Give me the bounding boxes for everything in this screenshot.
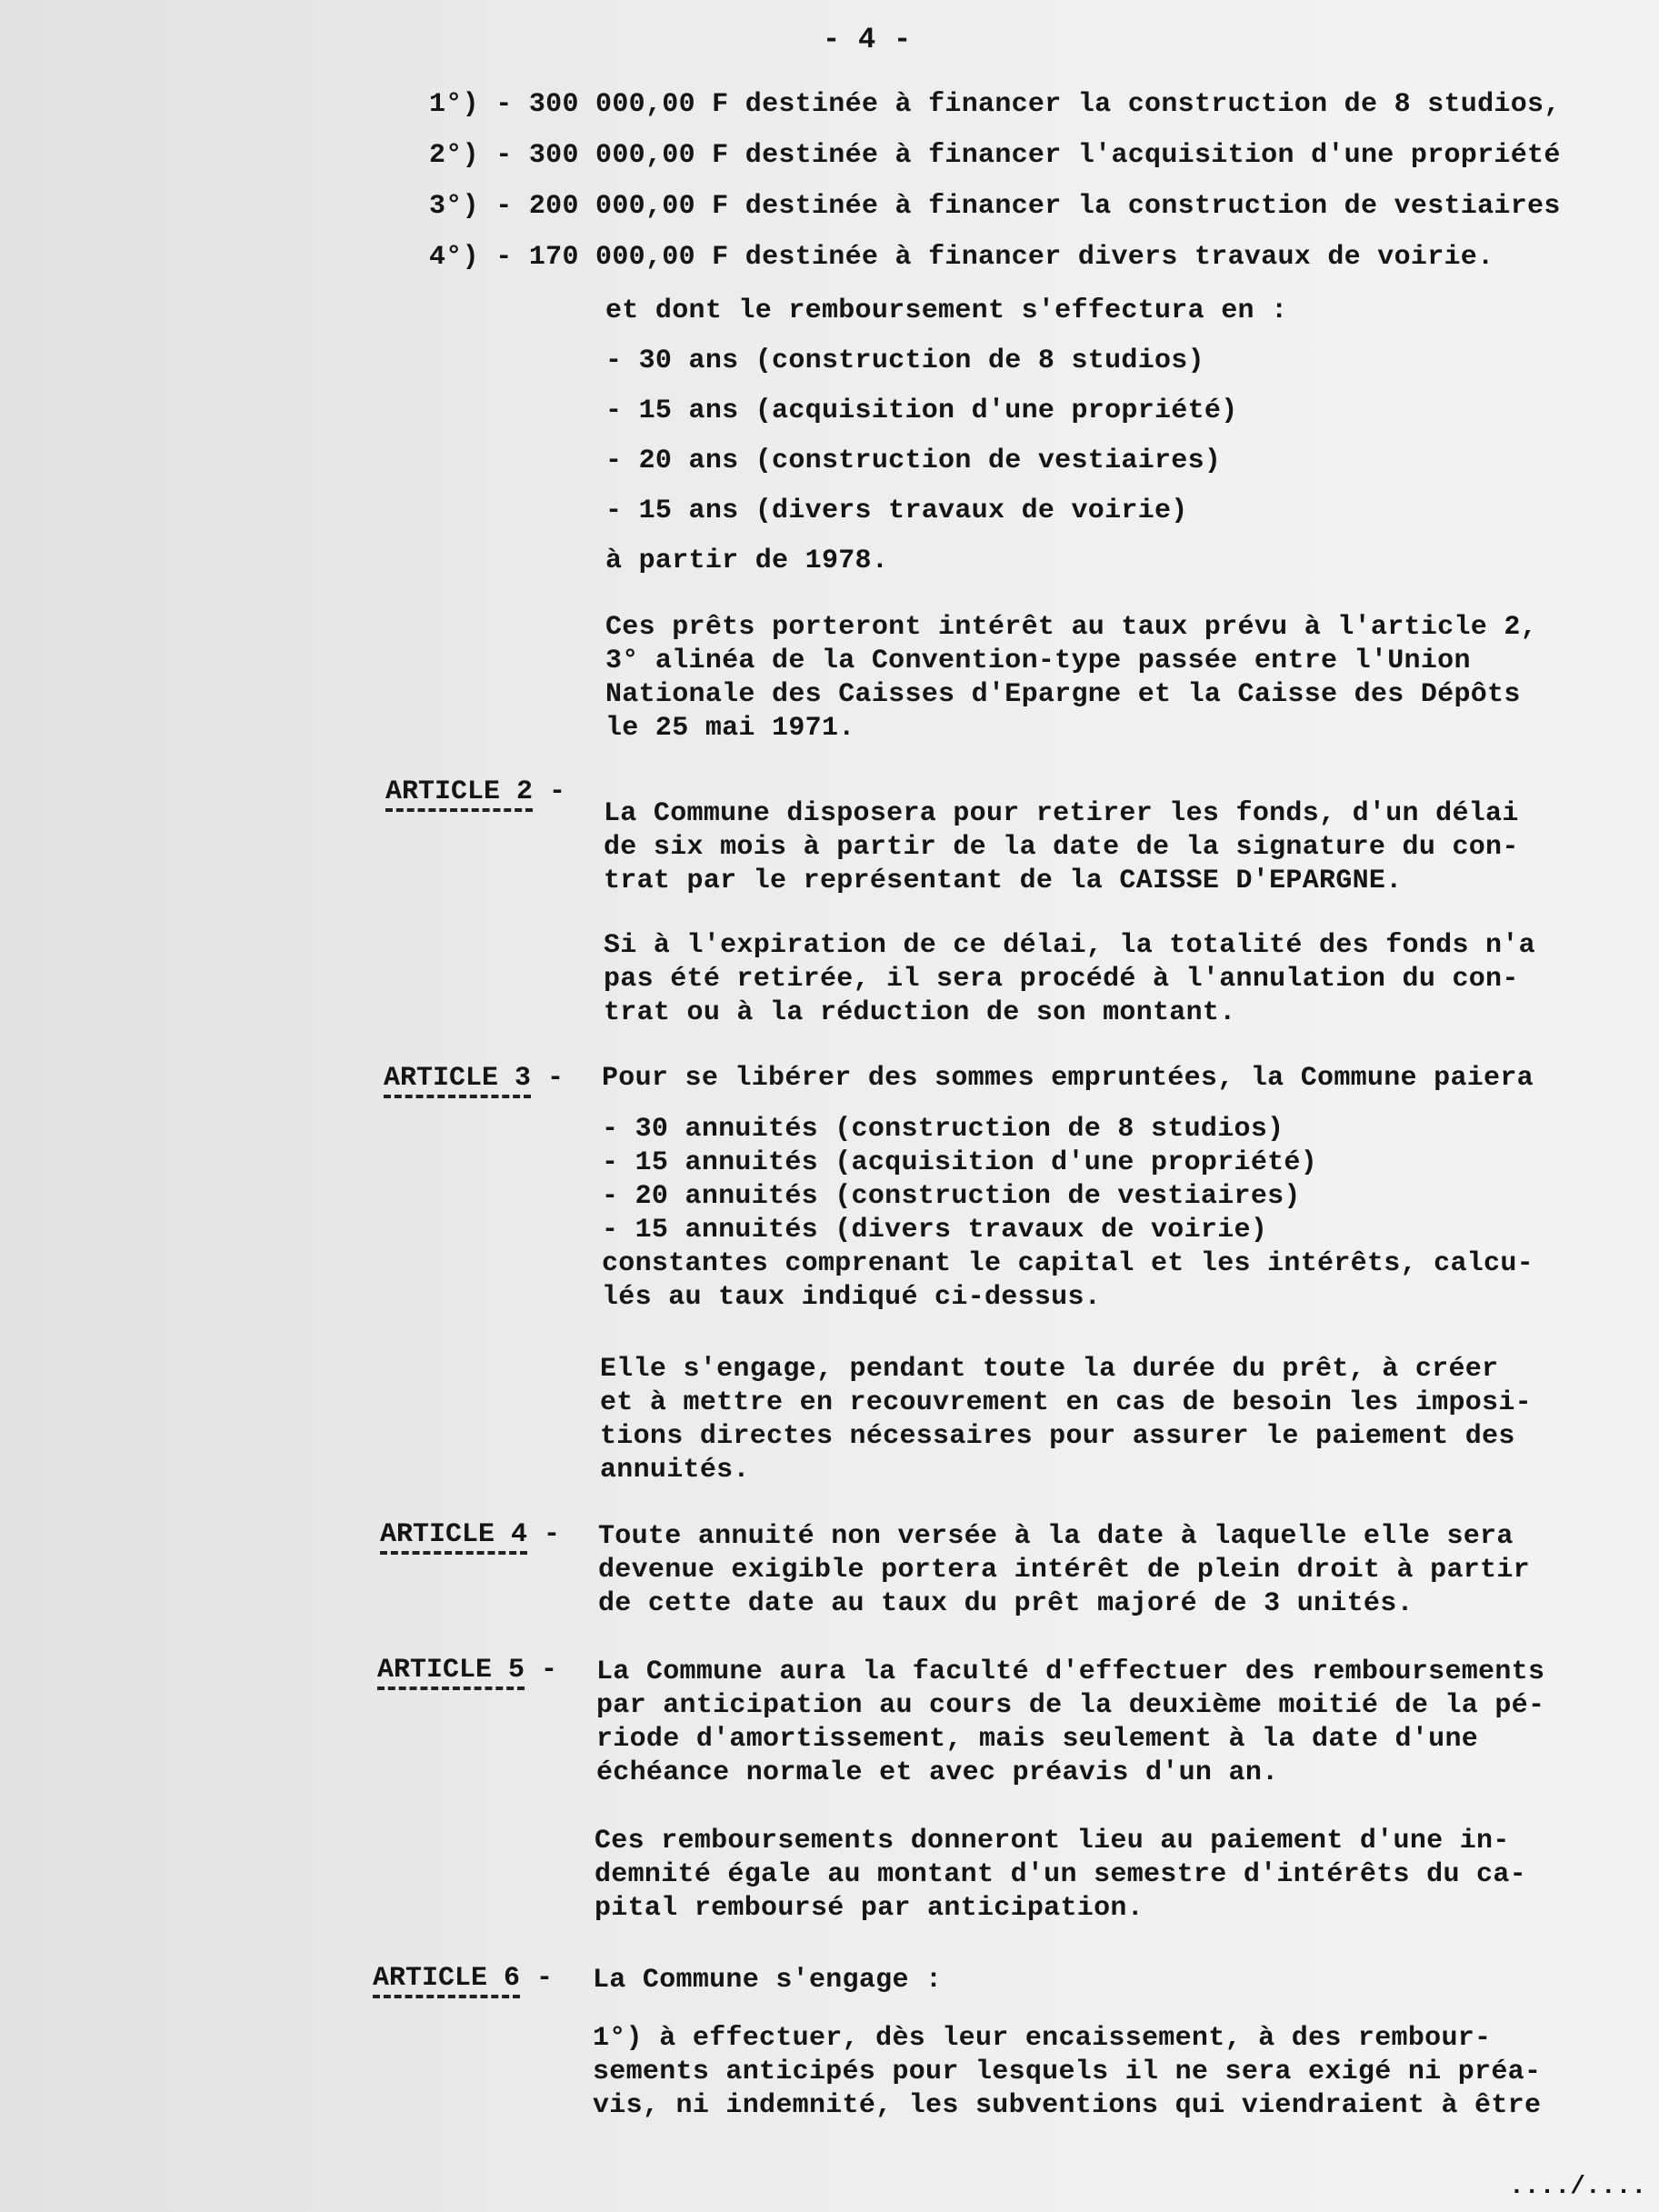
article-3-item: - 15 annuités (divers travaux de voirie) <box>602 1215 1268 1246</box>
repayment-intro: et dont le remboursement s'effectura en : <box>605 295 1288 326</box>
article-3-para2-line: annuités. <box>600 1455 750 1486</box>
article-6-line: La Commune s'engage : <box>593 1965 943 1996</box>
loan-text: - 170 000,00 F destinée à financer divers travaux de voirie. <box>495 242 1494 273</box>
article-separator: - <box>541 1655 558 1686</box>
interest-line: le 25 mai 1971. <box>605 713 855 744</box>
article-6-heading <box>373 1962 553 1995</box>
article-6-para2-line: 1°) à effectuer, dès leur encaissement, à des rembour- <box>593 2023 1492 2054</box>
loan-number: 3°) <box>429 191 479 222</box>
repayment-item: - 15 ans (divers travaux de voirie) <box>605 495 1188 526</box>
article-3-para2-line: et à mettre en recouvrement en cas de besoin les imposi- <box>600 1387 1532 1418</box>
repayment-start: à partir de 1978. <box>605 545 889 576</box>
interest-line: 3° alinéa de la Convention-type passée entre l'Union <box>605 646 1471 676</box>
article-5-para2-line: Ces remboursements donneront lieu au paiement d'une in- <box>595 1826 1510 1857</box>
article-5-heading <box>377 1654 557 1687</box>
article-3-item: - 15 annuités (acquisition d'une propriété) <box>602 1147 1318 1178</box>
loan-number: 1°) <box>429 89 479 120</box>
article-4-line: de cette date au taux du prêt majoré de 3 unités. <box>598 1588 1414 1619</box>
article-label: ARTICLE 5 <box>377 1655 525 1690</box>
interest-line: Nationale des Caisses d'Epargne et la Caisse des Dépôts <box>605 679 1521 710</box>
article-3-item: constantes comprenant le capital et les intérêts, calcu- <box>602 1248 1534 1279</box>
article-3-para2-line: Elle s'engage, pendant toute la durée du prêt, à créer <box>600 1354 1499 1385</box>
article-3-heading <box>384 1062 564 1095</box>
article-2-heading <box>385 776 565 808</box>
loan-number: 2°) <box>429 140 479 171</box>
article-5-line: riode d'amortissement, mais seulement à la date d'une <box>596 1724 1479 1755</box>
article-5-line: La Commune aura la faculté d'effectuer des remboursements <box>596 1656 1545 1687</box>
article-label: ARTICLE 2 <box>385 776 533 812</box>
repayment-item: - 15 ans (acquisition d'une propriété) <box>605 395 1238 426</box>
article-3-para2-line: tions directes nécessaires pour assurer le paiement des <box>600 1421 1515 1452</box>
article-label: ARTICLE 4 <box>380 1519 527 1555</box>
article-3-item: - 20 annuités (construction de vestiaires) <box>602 1181 1301 1212</box>
article-label: ARTICLE 3 <box>384 1063 531 1098</box>
article-6-para2-line: vis, ni indemnité, les subventions qui viendraient à être <box>593 2090 1542 2121</box>
loan-item-3 <box>429 190 1561 223</box>
interest-line: Ces prêts porteront intérêt au taux prévu à l'article 2, <box>605 612 1537 643</box>
article-2-para2-line: Si à l'expiration de ce délai, la totalité des fonds n'a <box>604 930 1535 961</box>
article-4-line: Toute annuité non versée à la date à laquelle elle sera <box>598 1521 1514 1552</box>
article-5-line: par anticipation au cours de la deuxième moitié de la pé- <box>596 1690 1545 1721</box>
loan-number: 4°) <box>429 242 479 273</box>
article-2-para2-line: trat ou à la réduction de son montant. <box>604 997 1236 1028</box>
article-4-heading <box>380 1518 560 1551</box>
loan-text: - 200 000,00 F destinée à financer la construction de vestiaires <box>495 191 1561 222</box>
article-6-para2-line: sements anticipés pour lesquels il ne sera exigé ni préa- <box>593 2057 1542 2087</box>
article-3-item: lés au taux indiqué ci-dessus. <box>602 1282 1102 1313</box>
article-5-para2-line: pital remboursé par anticipation. <box>595 1893 1144 1924</box>
loan-item-1 <box>429 88 1561 121</box>
article-2-line: trat par le représentant de la CAISSE D'EPARGNE. <box>604 866 1403 896</box>
article-separator: - <box>544 1519 561 1550</box>
loan-text: - 300 000,00 F destinée à financer l'acquisition d'une propriété <box>495 140 1561 171</box>
article-2-line: de six mois à partir de la date de la signature du con- <box>604 832 1519 863</box>
loan-item-4 <box>429 241 1494 274</box>
article-separator: - <box>536 1963 554 1994</box>
article-separator: - <box>547 1063 565 1094</box>
article-4-line: devenue exigible portera intérêt de plein droit à partir <box>598 1555 1530 1586</box>
article-5-para2-line: demnité égale au montant d'un semestre d'intérêts du ca- <box>595 1859 1526 1890</box>
repayment-item: - 20 ans (construction de vestiaires) <box>605 445 1222 476</box>
article-3-line: Pour se libérer des sommes empruntées, la Commune paiera <box>602 1063 1534 1094</box>
repayment-item: - 30 ans (construction de 8 studios) <box>605 345 1204 376</box>
article-5-line: échéance normale et avec préavis d'un an. <box>596 1757 1279 1788</box>
page-number: - 4 - <box>823 23 912 56</box>
loan-text: - 300 000,00 F destinée à financer la construction de 8 studios, <box>495 89 1561 120</box>
article-separator: - <box>549 776 566 807</box>
article-2-para2-line: pas été retirée, il sera procédé à l'annulation du con- <box>604 964 1519 995</box>
article-label: ARTICLE 6 <box>373 1963 520 1998</box>
continuation-mark: ..../.... <box>1509 2173 1647 2201</box>
loan-item-2 <box>429 139 1561 172</box>
article-2-line: La Commune disposera pour retirer les fonds, d'un délai <box>604 798 1519 829</box>
article-3-item: - 30 annuités (construction de 8 studios) <box>602 1114 1284 1145</box>
